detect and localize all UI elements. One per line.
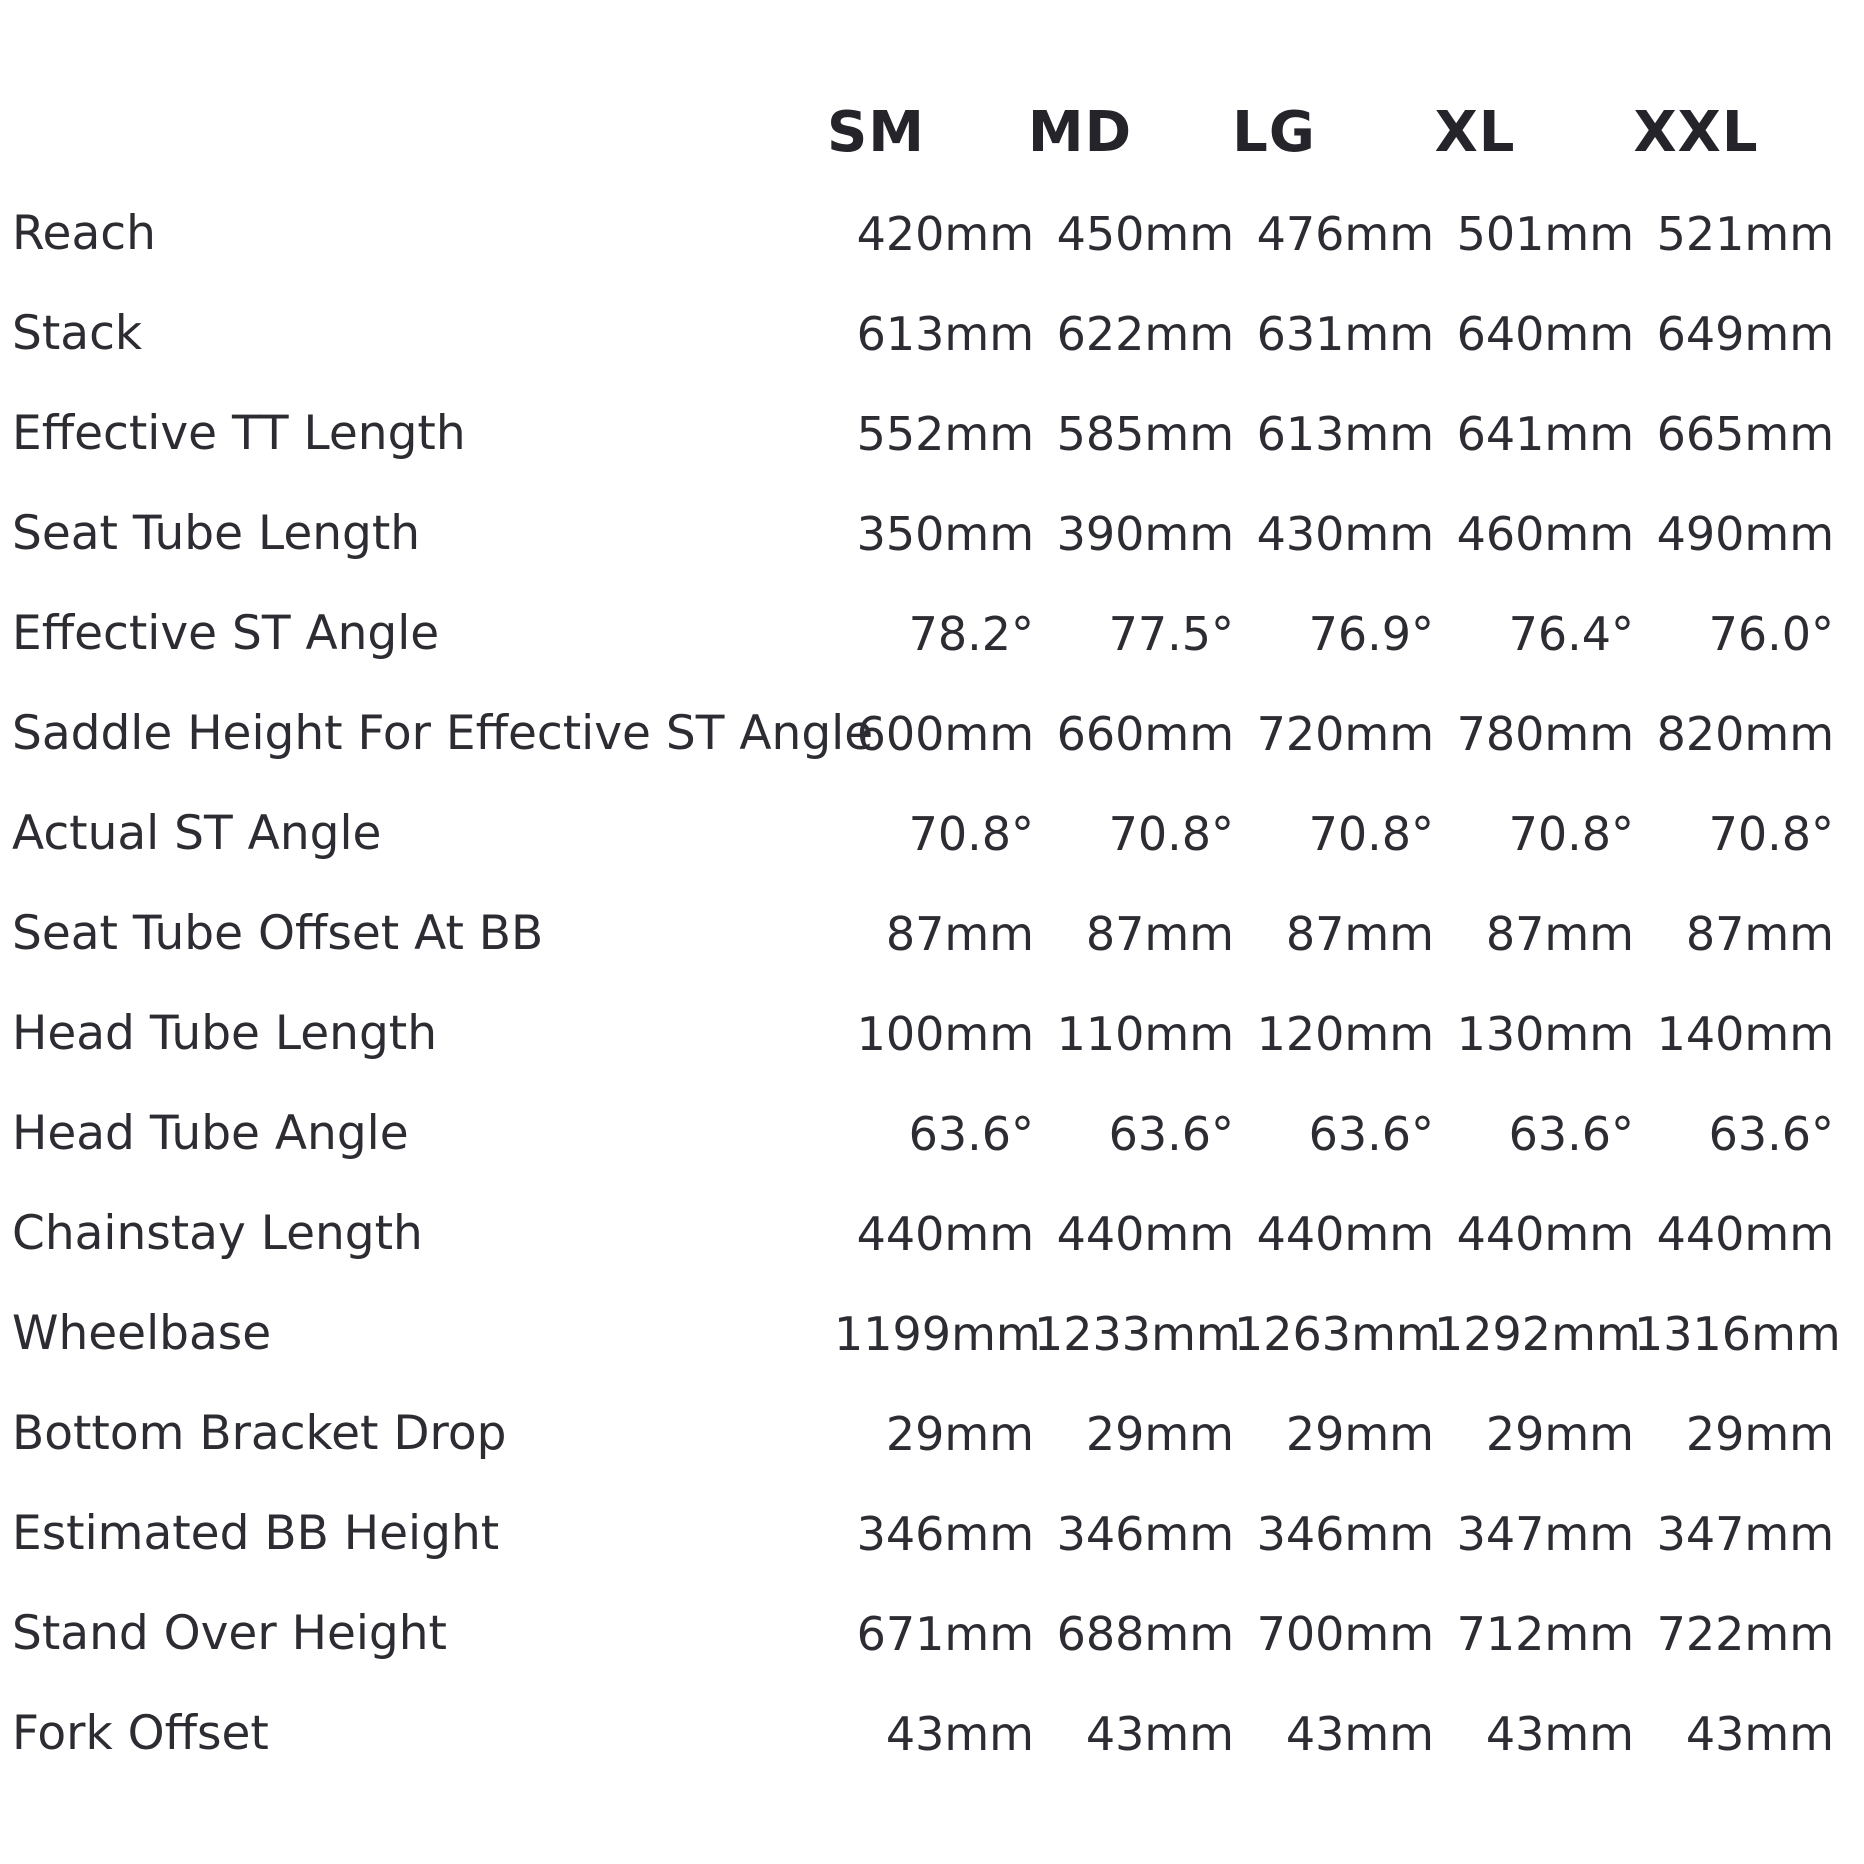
value-cell-sm: 78.2° — [908, 607, 1034, 661]
value-cell-xl: 780mm — [1456, 707, 1634, 761]
value-cell-md: 77.5° — [1108, 607, 1234, 661]
value-cell-xxl: 820mm — [1656, 707, 1834, 761]
table-row — [0, 884, 1864, 984]
size-header-xl: XL — [1434, 100, 1516, 165]
value-cell-md: 450mm — [1056, 207, 1234, 261]
row-label-effective-st-angle: Effective ST Angle — [12, 606, 440, 661]
table-row — [0, 584, 1864, 684]
row-label-stack: Stack — [12, 306, 143, 361]
value-cell-sm: 440mm — [856, 1207, 1034, 1261]
value-cell-sm: 70.8° — [908, 807, 1034, 861]
value-cell-sm: 87mm — [885, 907, 1034, 961]
value-cell-xl: 501mm — [1456, 207, 1634, 261]
value-cell-xxl: 521mm — [1656, 207, 1834, 261]
value-cell-xxl: 76.0° — [1708, 607, 1834, 661]
value-cell-md: 29mm — [1085, 1407, 1234, 1461]
value-cell-md: 1233mm — [1034, 1307, 1241, 1361]
value-cell-xl: 43mm — [1485, 1707, 1634, 1761]
value-cell-lg: 631mm — [1256, 307, 1434, 361]
value-cell-md: 110mm — [1056, 1007, 1234, 1061]
size-header-lg: LG — [1232, 100, 1316, 165]
table-row — [0, 384, 1864, 484]
value-cell-xxl: 649mm — [1656, 307, 1834, 361]
value-cell-xxl: 87mm — [1685, 907, 1834, 961]
row-label-seat-tube-length: Seat Tube Length — [12, 506, 421, 561]
value-cell-sm: 613mm — [856, 307, 1034, 361]
value-cell-md: 585mm — [1056, 407, 1234, 461]
value-cell-lg: 440mm — [1256, 1207, 1434, 1261]
row-label-saddle-height-for-effective-st-angle: Saddle Height For Effective ST Angle — [12, 706, 874, 761]
value-cell-xxl: 70.8° — [1708, 807, 1834, 861]
value-cell-md: 660mm — [1056, 707, 1234, 761]
value-cell-sm: 29mm — [885, 1407, 1034, 1461]
value-cell-lg: 63.6° — [1308, 1107, 1434, 1161]
value-cell-xl: 641mm — [1456, 407, 1634, 461]
value-cell-xxl: 63.6° — [1708, 1107, 1834, 1161]
value-cell-lg: 346mm — [1256, 1507, 1434, 1561]
value-cell-xl: 347mm — [1456, 1507, 1634, 1561]
row-label-head-tube-angle: Head Tube Angle — [12, 1106, 409, 1161]
value-cell-xxl: 140mm — [1656, 1007, 1834, 1061]
table-row — [0, 1684, 1864, 1784]
row-label-chainstay-length: Chainstay Length — [12, 1206, 423, 1261]
value-cell-sm: 346mm — [856, 1507, 1034, 1561]
row-label-head-tube-length: Head Tube Length — [12, 1006, 437, 1061]
value-cell-md: 43mm — [1085, 1707, 1234, 1761]
table-row — [0, 1584, 1864, 1684]
value-cell-lg: 1263mm — [1234, 1307, 1441, 1361]
value-cell-lg: 76.9° — [1308, 607, 1434, 661]
value-cell-xl: 1292mm — [1434, 1307, 1641, 1361]
value-cell-md: 346mm — [1056, 1507, 1234, 1561]
table-row — [0, 1384, 1864, 1484]
value-cell-xxl: 440mm — [1656, 1207, 1834, 1261]
value-cell-xl: 460mm — [1456, 507, 1634, 561]
size-header-row — [0, 88, 1864, 178]
value-cell-sm: 600mm — [856, 707, 1034, 761]
value-cell-lg: 430mm — [1256, 507, 1434, 561]
value-cell-sm: 63.6° — [908, 1107, 1034, 1161]
value-cell-md: 87mm — [1085, 907, 1234, 961]
value-cell-md: 622mm — [1056, 307, 1234, 361]
value-cell-sm: 43mm — [885, 1707, 1034, 1761]
table-row — [0, 1484, 1864, 1584]
value-cell-md: 63.6° — [1108, 1107, 1234, 1161]
row-label-actual-st-angle: Actual ST Angle — [12, 806, 382, 861]
value-cell-xl: 76.4° — [1508, 607, 1634, 661]
table-row — [0, 1284, 1864, 1384]
value-cell-sm: 552mm — [856, 407, 1034, 461]
row-label-estimated-bb-height: Estimated BB Height — [12, 1506, 500, 1561]
size-header-sm: SM — [826, 100, 926, 165]
value-cell-xxl: 29mm — [1685, 1407, 1834, 1461]
value-cell-xxl: 43mm — [1685, 1707, 1834, 1761]
row-label-stand-over-height: Stand Over Height — [12, 1606, 447, 1661]
value-cell-sm: 671mm — [856, 1607, 1034, 1661]
value-cell-xl: 70.8° — [1508, 807, 1634, 861]
value-cell-lg: 87mm — [1285, 907, 1434, 961]
value-cell-xl: 87mm — [1485, 907, 1634, 961]
value-cell-sm: 420mm — [856, 207, 1034, 261]
row-label-effective-tt-length: Effective TT Length — [12, 406, 466, 461]
value-cell-lg: 476mm — [1256, 207, 1434, 261]
value-cell-lg: 70.8° — [1308, 807, 1434, 861]
row-label-bottom-bracket-drop: Bottom Bracket Drop — [12, 1406, 507, 1461]
value-cell-lg: 29mm — [1285, 1407, 1434, 1461]
value-cell-md: 440mm — [1056, 1207, 1234, 1261]
table-row — [0, 784, 1864, 884]
value-cell-md: 688mm — [1056, 1607, 1234, 1661]
table-row — [0, 1084, 1864, 1184]
row-label-fork-offset: Fork Offset — [12, 1706, 269, 1761]
value-cell-lg: 120mm — [1256, 1007, 1434, 1061]
value-cell-md: 390mm — [1056, 507, 1234, 561]
value-cell-xl: 29mm — [1485, 1407, 1634, 1461]
table-row — [0, 1184, 1864, 1284]
value-cell-xl: 440mm — [1456, 1207, 1634, 1261]
row-label-seat-tube-offset-at-bb: Seat Tube Offset At BB — [12, 906, 544, 961]
table-row — [0, 684, 1864, 784]
value-cell-xxl: 722mm — [1656, 1607, 1834, 1661]
value-cell-xl: 63.6° — [1508, 1107, 1634, 1161]
value-cell-xxl: 1316mm — [1634, 1307, 1841, 1361]
table-row — [0, 284, 1864, 384]
table-row — [0, 484, 1864, 584]
value-cell-lg: 43mm — [1285, 1707, 1434, 1761]
table-row — [0, 184, 1864, 284]
row-label-wheelbase: Wheelbase — [12, 1306, 272, 1361]
value-cell-xl: 712mm — [1456, 1607, 1634, 1661]
size-header-md: MD — [1027, 100, 1133, 165]
value-cell-xl: 130mm — [1456, 1007, 1634, 1061]
value-cell-xxl: 347mm — [1656, 1507, 1834, 1561]
size-header-xxl: XXL — [1633, 100, 1759, 165]
value-cell-sm: 350mm — [856, 507, 1034, 561]
row-label-reach: Reach — [12, 206, 156, 261]
value-cell-xl: 640mm — [1456, 307, 1634, 361]
value-cell-sm: 100mm — [856, 1007, 1034, 1061]
value-cell-xxl: 490mm — [1656, 507, 1834, 561]
value-cell-xxl: 665mm — [1656, 407, 1834, 461]
value-cell-lg: 720mm — [1256, 707, 1434, 761]
value-cell-md: 70.8° — [1108, 807, 1234, 861]
value-cell-lg: 700mm — [1256, 1607, 1434, 1661]
value-cell-sm: 1199mm — [834, 1307, 1041, 1361]
value-cell-lg: 613mm — [1256, 407, 1434, 461]
table-row — [0, 984, 1864, 1084]
